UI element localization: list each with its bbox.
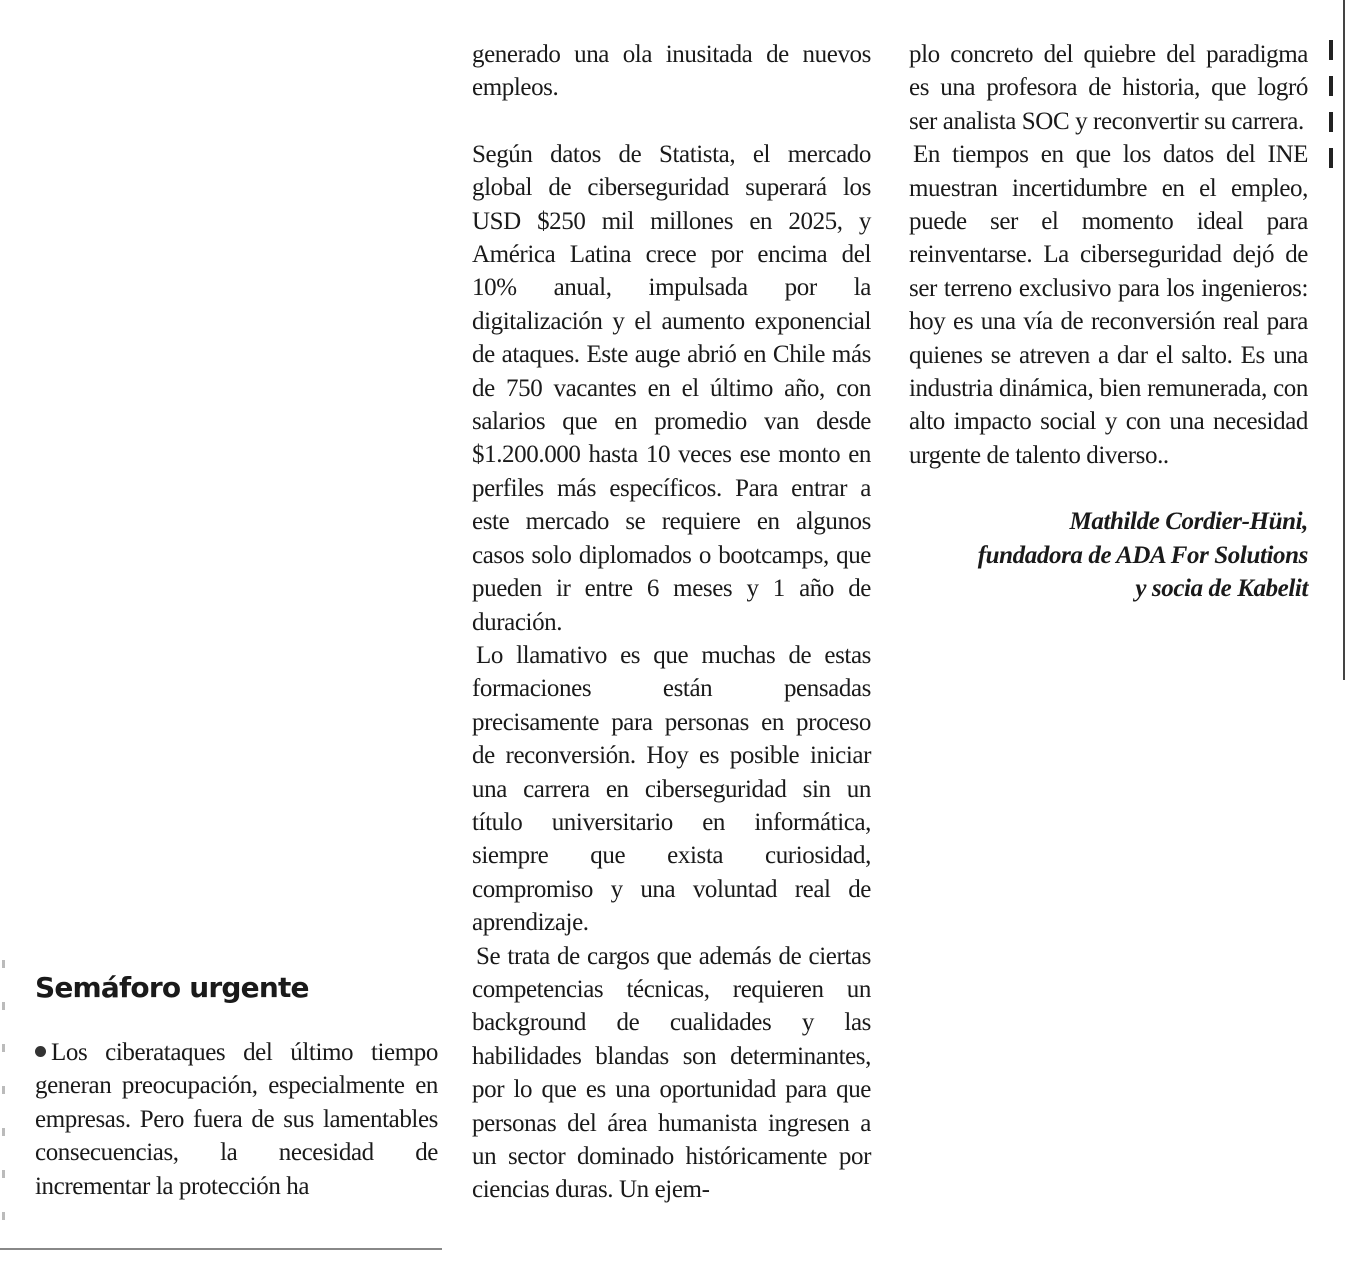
author-signature [909,505,1308,605]
article-paragraph-0: generado una ola inusitada de nuevos empleos. [472,41,871,102]
article-paragraph-1: Según datos de Statista, el mercado global de ciberseguridad superará los USD $250 mil millones en 2025, y América Latina crece por encima del 10% anual, impulsada por la digitalización y el aumento exponencial de ataques. Este auge abrió en Chile más de 750 vacantes en el último año, con salarios que en promedio van desde $1.200.000 hasta 10 veces ese monto en perfiles más específicos. Para entrar a este mercado se requiere en algunos casos solo diplomados o bootcamps, que pueden ir entre 6 meses y 1 año de duración. [472,140,871,636]
article-paragraph-4: plo concreto del quiebre del paradigma es una profesora de historia, que logró ser analista SOC y reconvertir su carrera. [909,41,1308,135]
author-name: Mathilde Cordier-Hüni, [1069,508,1308,536]
sidebar-title: Semáforo urgente [35,971,309,1004]
right-edge-fragments [1329,40,1335,184]
sidebar-box [35,958,438,1203]
sidebar-paragraph [35,1036,438,1203]
article-column-1 [472,38,871,1207]
sidebar-text: Los ciberataques del último tiempo generan preocupación, especialmente en empresas. Pero fuera de sus lamentables consecuencias, la necesidad de incrementar la protección ha [35,1039,438,1200]
left-edge-fragments [2,960,6,1254]
article-paragraph-2: Lo llamativo es que muchas de estas formaciones están pensadas precisamente para personas en proceso de reconversión. Hoy es posible iniciar una carrera en ciberseguridad sin un título universitario en informática, siempre que exista curiosidad, compromiso y una voluntad real de aprendizaje. [472,641,871,937]
author-role-2: y socia de Kabelit [1135,575,1308,603]
right-border-line [1343,0,1345,680]
article-paragraph-3: Se trata de cargos que además de ciertas competencias técnicas, requieren un background de cualidades y las habilidades blandas son determinantes, por lo que es una oportunidad para que personas del área humanista ingresen a un sector dominado históricamente por ciencias duras. Un ejem- [472,942,871,1204]
author-role: fundadora de ADA For Solutions [977,541,1308,569]
article-column-2 [909,38,1308,606]
article-paragraph-5: En tiempos en que los datos del INE muestran incertidumbre en el empleo, puede ser el momento ideal para reinventarse. La ciberseguridad dejó de ser terreno exclusivo para los ingenieros: hoy es una vía de reconversión real para quienes se atreven a dar el salto. Es una industria dinámica, bien remunerada, con alto impacto social y con una necesidad urgente de talento diverso.. [909,141,1308,469]
bullet-icon [35,1046,46,1057]
bottom-divider [0,1248,442,1250]
